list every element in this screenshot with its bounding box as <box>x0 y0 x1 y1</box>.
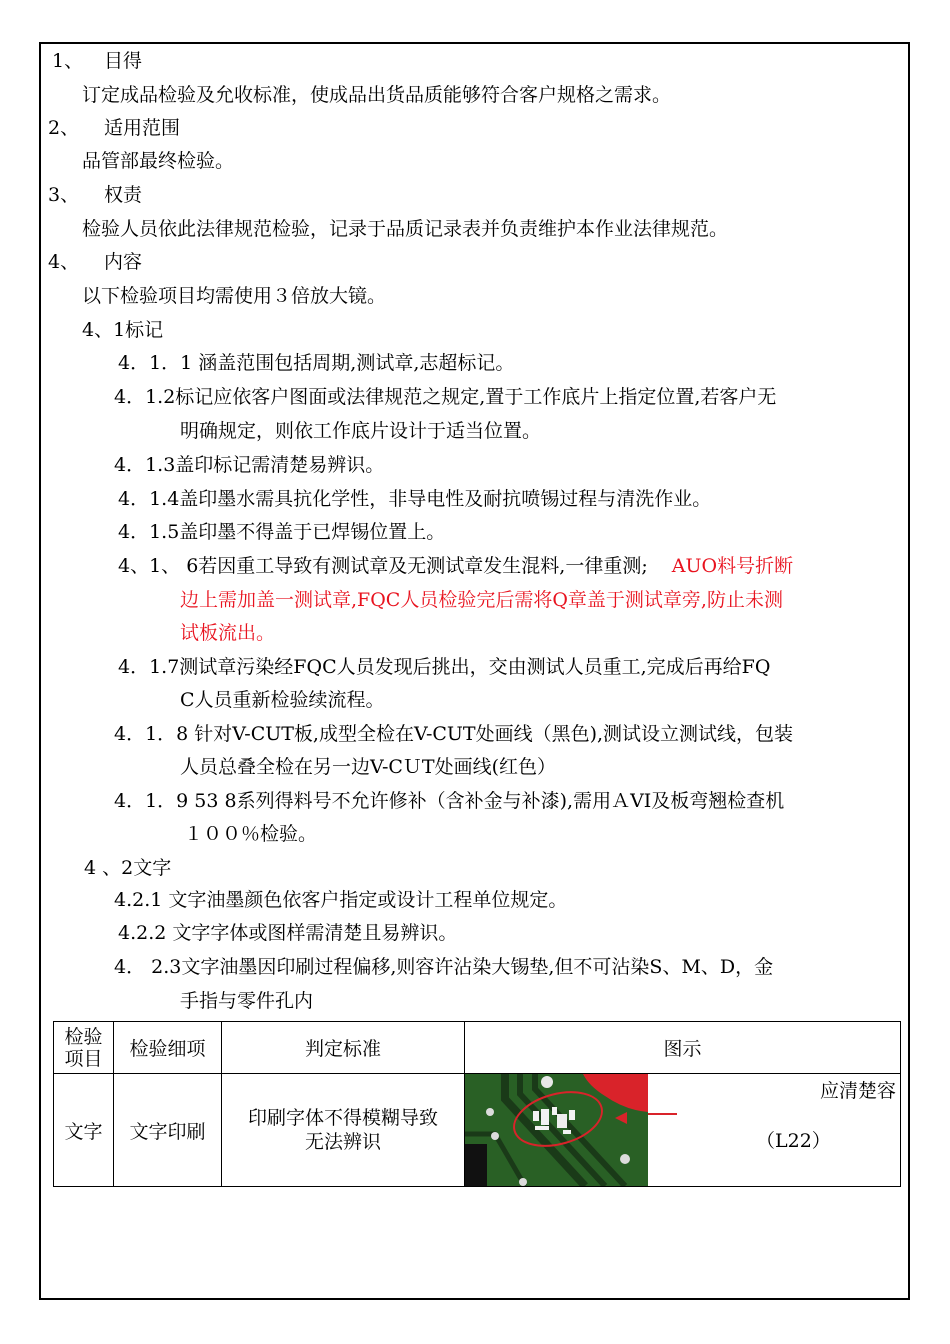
item-4-1-6-red-line3: 试板流出。 <box>180 622 276 644</box>
section-2-body: 品管部最终检验。 <box>82 150 235 172</box>
item-4-1-6-red-text: AUO料号折断 <box>671 555 794 577</box>
section-4-body: 以下检验项目均需使用３倍放大镜。 <box>82 285 387 307</box>
item-4-1-3: 4．1.3盖印标记需清楚易辨识。 <box>114 454 385 476</box>
section-2-number: 2、 <box>48 117 80 139</box>
item-4-1-6-line1 <box>118 553 793 579</box>
item-4-1-5: 4．1.5盖印墨不得盖于已焊锡位置上。 <box>118 521 446 543</box>
item-4-1-8-line2: 人员总叠全检在另一边V-CＵT处画线(红色） <box>180 756 557 778</box>
item-4-1-8-line1: 4．1．8 针对V-CUT板,成型全检在V-CUT处画线（黑色),测试设立测试线，包装 <box>114 723 794 745</box>
item-4-2-2: 4.2.2 文字字体或图样需清楚且易辨识。 <box>118 922 458 944</box>
header-figure: 图示 <box>465 1022 901 1074</box>
section-1-title: 目得 <box>104 50 143 72</box>
section-3-title: 权责 <box>104 184 143 206</box>
cell-figure <box>465 1074 901 1187</box>
item-4-1-2-line1: 4．1.2标记应依客户图面或法律规范之规定,置于工作底片上指定位置,若客户无 <box>114 386 777 408</box>
header-item-line2: 项目 <box>64 1047 103 1070</box>
cell-item: 文字 <box>54 1074 114 1187</box>
header-inspection-item <box>54 1022 114 1074</box>
section-4-title: 内容 <box>104 251 143 273</box>
subsection-4-2-title: 4 、2文字 <box>84 857 172 879</box>
item-4-1-9-line1: 4．1．9 53 8系列得料号不允许修补（含补金与补漆),需用ＡVI及板弯翘检查机 <box>114 790 785 812</box>
figure-caption: 应清楚容 <box>819 1080 896 1102</box>
item-4-1-4: 4．1.4盖印墨水需具抗化学性，非导电性及耐抗喷锡过程与清洗作业。 <box>118 488 712 510</box>
section-3-body: 检验人员依此法律规范检验，记录于品质记录表并负责维护本作业法律规范。 <box>82 218 729 240</box>
figure-label: （L22） <box>756 1130 831 1152</box>
inspection-table <box>53 1021 901 1187</box>
header-item-line1: 检验 <box>64 1025 103 1048</box>
section-1-number: 1、 <box>52 50 84 72</box>
cell-detail: 文字印刷 <box>114 1074 222 1187</box>
section-2-title: 适用范围 <box>104 117 181 139</box>
item-4-1-9-line2: １００％检验。 <box>184 823 318 845</box>
criteria-line2: 无法辨识 <box>304 1131 381 1153</box>
section-4-number: 4、 <box>48 251 80 273</box>
section-3-number: 3、 <box>48 184 80 206</box>
item-4-2-1: 4.2.1 文字油墨颜色依客户指定或设计工程单位规定。 <box>114 889 568 911</box>
item-4-1-1: 4．1．1 涵盖范围包括周期,测试章,志超标记。 <box>118 352 515 374</box>
item-4-2-3-line1: 4． 2.3文字油墨因印刷过程偏移,则容许沾染大锡垫,但不可沾染S、M、D，金 <box>114 956 774 978</box>
item-4-1-6-text: 4、1、 6若因重工导致有测试章及无测试章发生混料,一律重测; <box>118 555 648 577</box>
cell-criteria <box>222 1074 465 1187</box>
item-4-1-7-line2: C人员重新检验续流程。 <box>180 689 385 711</box>
table-header-row <box>54 1022 901 1074</box>
figure-annotation <box>648 1074 900 1186</box>
item-4-2-3-line2: 手指与零件孔内 <box>180 990 314 1012</box>
arrow-line <box>648 1113 677 1115</box>
section-1-body: 订定成品检验及允收标准，使成品出货品质能够符合客户规格之需求。 <box>82 84 672 106</box>
item-4-1-7-line1: 4．1.7测试章污染经FQC人员发现后挑出，交由测试人员重工,完成后再给FQ <box>118 656 771 678</box>
item-4-1-6-red-line2: 边上需加盖一测试章,FQC人员检验完后需将Q章盖于测试章旁,防止未测 <box>180 589 783 611</box>
table-row <box>54 1074 901 1187</box>
criteria-line1: 印刷字体不得模糊导致 <box>247 1107 438 1129</box>
pcb-photo <box>465 1074 648 1186</box>
header-inspection-detail: 检验细项 <box>114 1022 222 1074</box>
header-criteria: 判定标准 <box>222 1022 465 1074</box>
subsection-4-1-title: 4、1标记 <box>82 319 164 341</box>
item-4-1-2-line2: 明确规定，则依工作底片设计于适当位置。 <box>180 420 542 442</box>
